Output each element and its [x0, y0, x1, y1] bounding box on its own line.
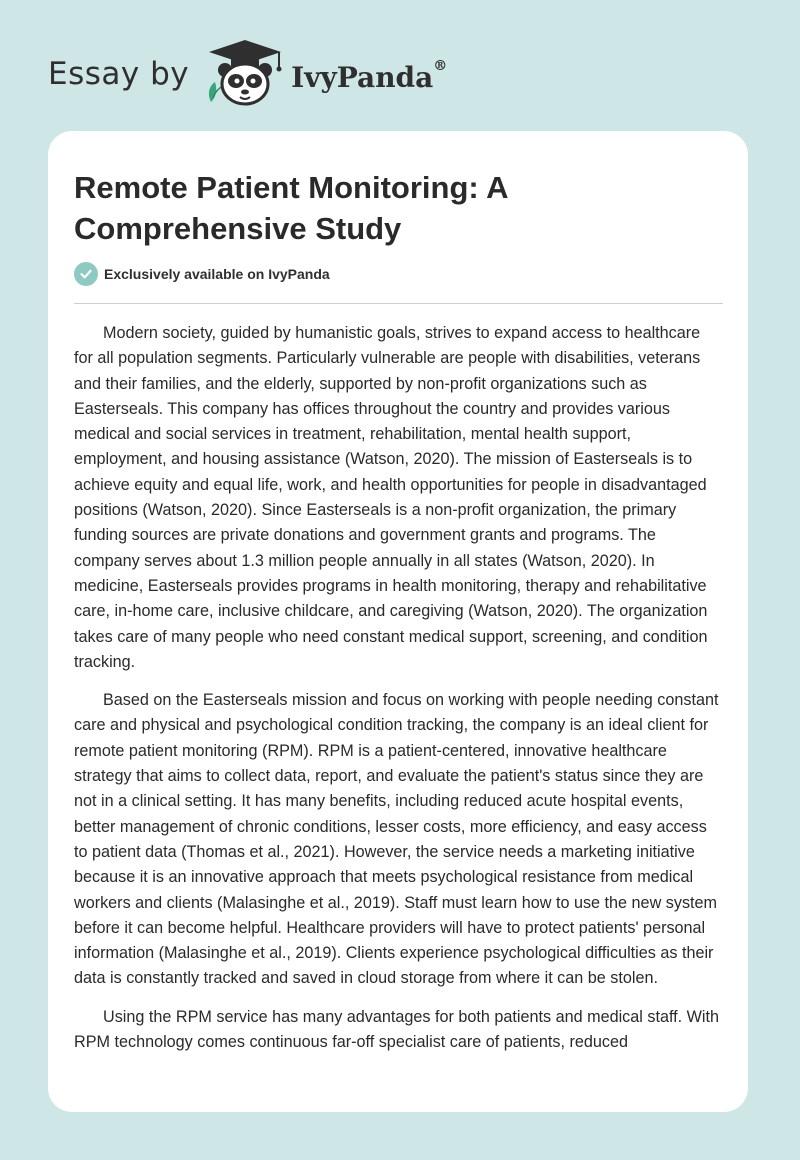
- page-title: Remote Patient Monitoring: A Comprehensive Study: [74, 170, 508, 246]
- divider: [74, 303, 723, 304]
- essay-by-label: Essay by: [48, 56, 190, 92]
- exclusive-badge: [74, 262, 330, 286]
- panda-mascot-icon: [201, 36, 287, 108]
- brand-name[interactable]: IvyPanda®: [291, 58, 448, 94]
- essay-body: [74, 321, 723, 1068]
- exclusive-badge-label: Exclusively available on IvyPanda: [104, 266, 330, 282]
- ivypanda-logo[interactable]: [201, 36, 287, 113]
- paragraph: Using the RPM service has many advantages for both patients and medical staff. With RPM technology comes continuous far-off specialist care of patients, reduced: [74, 1007, 720, 1052]
- registered-mark: ®: [433, 58, 448, 75]
- check-icon: [74, 262, 98, 286]
- essay-card: [48, 131, 748, 1112]
- site-header: [48, 34, 447, 114]
- paragraph: Based on the Easterseals mission and focus on working with people needing constant care and physical and psychological condition tracking, the company is an ideal client for remote patient monitoring (RPM). RPM is a patient-centered, innovative healthcare strategy that aims to collect data, report, and evaluate the patient's status since they are not in a clinical setting. It has many benefits, including reduced acute hospital events, better management of chronic conditions, lesser costs, more efficiency, and easy access to patient data (Thomas et al., 2021). However, the service needs a marketing initiative because it is an innovative approach that meets psychological resistance from medical workers and clients (Malasinghe et al., 2019). Staff must learn how to use the new system before it can become helpful. Healthcare providers will have to protect patients' personal information (Malasinghe et al., 2019). Clients experience psychological difficulties as their data is constantly tracked and saved in cloud storage from where it can be stolen.: [74, 691, 719, 988]
- paragraph: Modern society, guided by humanistic goals, strives to expand access to healthcare for all population segments. Particularly vulnerable are people with disabilities, veterans and their families, and the elderly, supported by non-profit organizations such as Easterseals. This company has offices throughout the country and provides various medical and social services in treatment, rehabilitation, mental health support, employment, and housing assistance (Watson, 2020). The mission of Easterseals is to achieve equity and equal life, work, and health opportunities for people in disadvantaged positions (Watson, 2020). Since Easterseals is a non-profit organization, the primary funding sources are private donations and government grants and programs. The company serves about 1.3 million people annually in all states (Watson, 2020). In medicine, Easterseals provides programs in health monitoring, therapy and rehabilitative care, in-home care, inclusive childcare, and caregiving (Watson, 2020). The organization takes care of many people who need constant medical support, screening, and condition tracking.: [74, 324, 708, 671]
